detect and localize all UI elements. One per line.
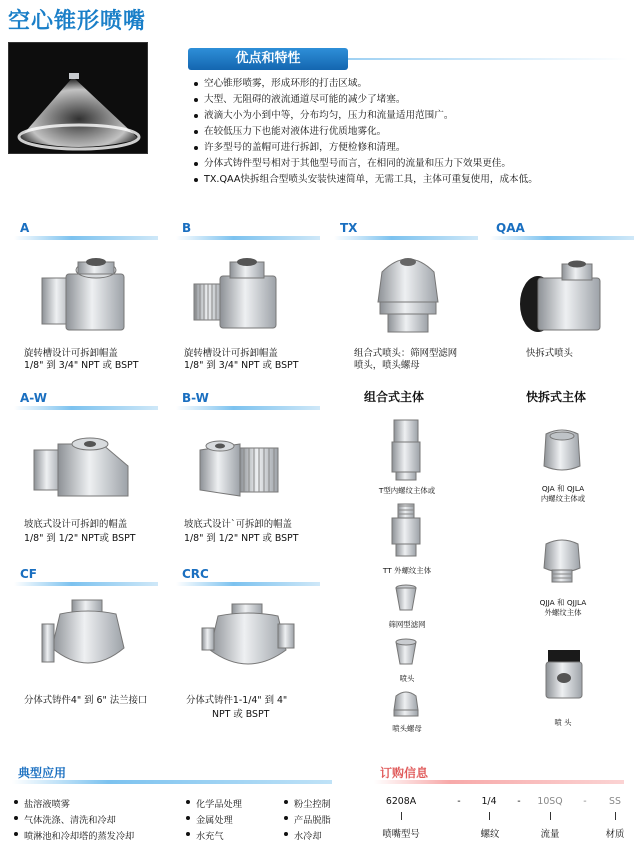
model-a-desc2: 1/8" 到 3/4" NPT 或 BSPT (24, 360, 139, 371)
nozzle-crc-image (198, 600, 298, 680)
order-part-material: SS (609, 796, 621, 807)
application-item: 水充气 (186, 828, 224, 842)
application-item: 化学品处理 (186, 796, 242, 810)
combo-part-label: T型内螺纹主体或 (378, 486, 436, 495)
model-header-bw (170, 390, 320, 410)
quick-part-male-body-image (540, 534, 584, 584)
order-caption: 流量 (540, 829, 560, 840)
nozzle-a-image (36, 254, 136, 336)
nozzle-qaa-image (514, 258, 610, 336)
quick-part-label: 喷 头 (554, 718, 572, 727)
page-title: 空心锥形喷嘴 (8, 9, 147, 34)
feature-item: 在较低压力下也能对液体进行优质地雾化。 (192, 124, 632, 140)
quick-part-female-body-image (540, 426, 584, 474)
model-label: A-W (20, 391, 47, 405)
features-list (192, 76, 632, 188)
model-header-cf (8, 566, 158, 586)
model-header-aw (8, 390, 158, 410)
model-label: B-W (182, 391, 209, 405)
feature-item: 分体式铸件型号相对于其他型号而言，在相同的流量和压力下效果更佳。 (192, 156, 632, 172)
model-bw-desc1: 坡底式设计`可拆卸的帽盖 (184, 519, 292, 530)
order-tick (401, 812, 402, 820)
hero-spray-photo (8, 42, 148, 154)
applications-header (8, 764, 338, 784)
model-label: A (20, 221, 30, 235)
application-item: 粉尘控制 (284, 796, 331, 810)
order-separator: - (583, 796, 587, 807)
feature-item: 液滴大小为小到中等，分布均匀，压力和流量适用范围广。 (192, 108, 632, 124)
combo-part-t-body-image (386, 418, 426, 482)
quick-part-label: QJJA 和 QJJLA 外螺纹主体 (539, 598, 587, 617)
quick-title: 快拆式主体 (526, 390, 587, 404)
nozzle-b-image (190, 254, 290, 336)
model-label: CF (20, 567, 38, 581)
model-crc-desc1: 分体式铸件1-1/4" 到 4" (186, 695, 288, 706)
combo-part-tt-body-image (386, 502, 426, 560)
nozzle-tx-image (368, 246, 448, 336)
combo-part-tip-image (394, 638, 418, 668)
order-caption: 螺纹 (480, 829, 500, 840)
feature-item: 空心锥形喷雾，形成环形的打击区域。 (192, 76, 632, 92)
applications-title: 典型应用 (18, 766, 67, 780)
application-item: 喷淋池和冷却塔的蒸发冷却 (14, 828, 134, 842)
combo-part-nut-image (390, 690, 422, 718)
order-separator: - (517, 796, 521, 807)
model-label: CRC (182, 567, 209, 581)
model-header-tx (328, 220, 478, 240)
model-aw-desc2: 1/8" 到 1/2" NPT或 BSPT (24, 533, 136, 544)
model-crc-desc2: NPT 或 BSPT (212, 709, 270, 720)
model-header-b (170, 220, 320, 240)
application-item: 产品脱脂 (284, 812, 331, 826)
model-aw-desc1: 坡底式设计可拆卸的帽盖 (24, 519, 128, 530)
model-label: B (182, 221, 192, 235)
application-item: 气体洗涤、清洗和冷却 (14, 812, 116, 826)
nozzle-cf-image (38, 598, 138, 680)
order-part-model: 6208A (385, 796, 417, 807)
features-rule (348, 58, 628, 60)
quick-part-tip-image (542, 648, 586, 702)
feature-item: 大型、无阻碍的液流通道尽可能的减少了堵塞。 (192, 92, 632, 108)
feature-item: TX.QAA快拆组合型喷头安装快速简单，无需工具，主体可重复使用，成本低。 (192, 172, 632, 188)
model-b-desc1: 旋转槽设计可拆卸帽盖 (184, 348, 278, 359)
nozzle-aw-image (30, 430, 134, 502)
order-caption: 材质 (605, 829, 625, 840)
model-label: TX (340, 221, 358, 235)
order-tick (615, 812, 616, 820)
model-header-a (8, 220, 158, 240)
model-a-desc1: 旋转槽设计可拆卸帽盖 (24, 348, 118, 359)
combo-part-label: 喷头 (399, 674, 415, 683)
model-bw-desc2: 1/8" 到 1/2" NPT 或 BSPT (184, 533, 299, 544)
order-part-flow: 10SQ (537, 796, 563, 807)
application-item: 水冷却 (284, 828, 322, 842)
order-part-thread: 1/4 (481, 796, 497, 807)
model-header-crc (170, 566, 320, 586)
application-item: 盐溶液喷雾 (14, 796, 70, 810)
model-qaa-desc1: 快拆式喷头 (526, 348, 573, 359)
model-label: QAA (496, 221, 525, 235)
combo-part-label: TT 外螺纹主体 (382, 566, 432, 575)
application-item: 金属处理 (186, 812, 233, 826)
model-cf-desc1: 分体式铸件4" 到 6" 法兰接口 (24, 695, 148, 706)
ordering-header (370, 764, 630, 784)
combo-part-strainer-image (394, 584, 418, 614)
combo-title: 组合式主体 (364, 390, 425, 404)
model-header-qaa (484, 220, 634, 240)
order-tick (489, 812, 490, 820)
ordering-title: 订购信息 (380, 766, 429, 780)
nozzle-bw-image (194, 430, 298, 502)
combo-part-label: 筛网型滤网 (388, 620, 426, 629)
model-b-desc2: 1/8" 到 3/4" NPT 或 BSPT (184, 360, 299, 371)
spray-image (13, 73, 145, 151)
quick-part-label: QJA 和 QJLA 内螺纹主体或 (540, 484, 586, 503)
model-tx-desc2: 喷头，喷头螺母 (354, 360, 420, 371)
features-header: 优点和特性 (188, 48, 348, 70)
order-separator: - (457, 796, 461, 807)
model-tx-desc1: 组合式喷头：筛网型滤网 (354, 348, 458, 359)
feature-item: 许多型号的盖帽可进行拆卸，方便检修和清理。 (192, 140, 632, 156)
order-caption: 喷嘴型号 (382, 829, 420, 840)
order-tick (550, 812, 551, 820)
combo-part-label: 喷头螺母 (392, 724, 422, 733)
